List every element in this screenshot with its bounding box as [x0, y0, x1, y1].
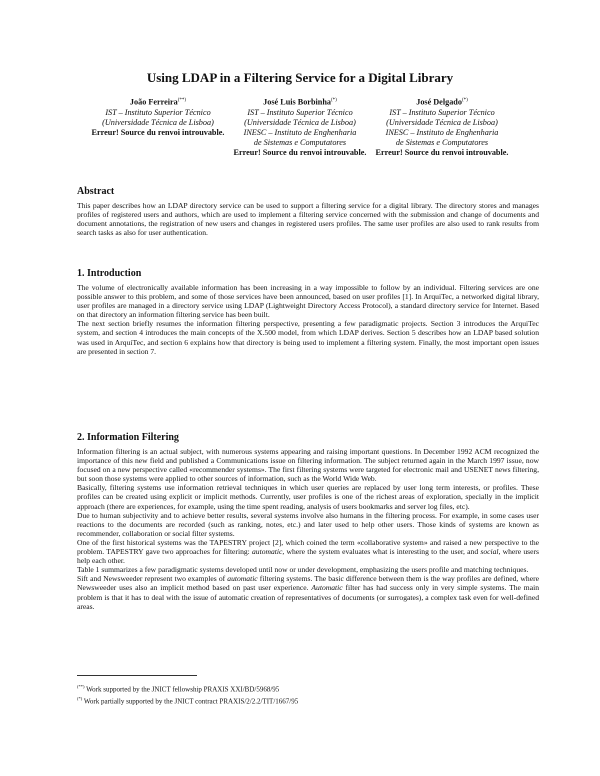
author-affiliation: de Sistemas e Computatores — [253, 137, 347, 147]
author-footnote-mark: (*) — [330, 98, 337, 103]
footnote-mark: (*) — [77, 696, 83, 701]
emphasis: automatic — [227, 574, 258, 584]
information-filtering-section — [77, 432, 539, 611]
introduction-heading: 1. Introduction — [77, 268, 142, 279]
author-reference-error: Erreur! Source du renvoi introuvable. — [91, 127, 225, 137]
emphasis: social — [480, 547, 499, 557]
paragraph: The next section briefly resumes the information filtering perspective, presenting a few paradigmatic projects. Section 3 introduces the ArquiTec system, and section 4 introduces the main concepts of the X.500 model, from which LDAP derives. Section 5 describes how an LDAP based solution was used in ArquiTec, and section 6 explains how that directory is being used to implement a filtering system. Finally, the most important open issues are presented in section 7. — [77, 319, 539, 356]
paragraph: Information filtering is an actual subject, with numerous systems appearing and raising important questions. In December 1992 ACM recognized the importance of this new field and published a Communications issue on filtering information. The subject returned again in the March 1997 issue, now focused on a new perspective called «recommender systems». The first filtering systems were targeted for electronic mail and USENET news filtering, but soon those systems were applied to other sources of information, such as the World Wide Web. — [77, 447, 539, 484]
author-affiliation: INESC – Instituto de Enghenharia — [385, 127, 499, 137]
abstract-section — [77, 186, 539, 237]
author-reference-error: Erreur! Source du renvoi introuvable. — [233, 147, 367, 157]
author-affiliation: (Universidade Técnica de Lisboa) — [386, 117, 498, 127]
author-footnote-mark: (*) — [461, 98, 468, 103]
author-name: José Luis Borbinha(*) — [263, 97, 337, 107]
footnote-divider — [77, 675, 197, 676]
emphasis: Automatic — [311, 583, 343, 593]
author-affiliation: INESC – Instituto de Enghenharia — [243, 127, 357, 137]
introduction-section — [77, 268, 539, 356]
author-block-ferreira — [83, 96, 233, 138]
author-affiliation: IST – Instituto Superior Técnico — [247, 107, 353, 117]
author-reference-error: Erreur! Source du renvoi introuvable. — [375, 147, 509, 157]
author-affiliation: IST – Instituto Superior Técnico — [389, 107, 495, 117]
paper-title: Using LDAP in a Filtering Service for a Digital Library — [146, 70, 454, 85]
author-affiliation: (Universidade Técnica de Lisboa) — [244, 117, 356, 127]
author-footnote-mark: (**) — [177, 98, 187, 103]
paragraph: Due to human subjectivity and to achieve better results, several systems involve also humans in the filtering process. For example, in some cases user reactions to the documents are recorded (such as ranking, notes, etc.) and later used to help other users. Those kinds of systems are known as recommender, collaboration or social filter systems. — [77, 510, 539, 538]
paragraph: Sift and Newsweeder represent two examples of automatic filtering systems. The basic difference between them is the way profiles are defined, where Newsweeder uses also an implicit method based on past user experience. Automatic filter has had success only in very simple systems. The main problem is that it has to deal with the issue of automatic creation of representatives of documents (or surrogates), a complex task even for well-defined areas. — [77, 574, 539, 611]
author-block-borbinha — [225, 96, 375, 158]
information-filtering-heading: 2. Information Filtering — [77, 432, 179, 443]
paragraph: One of the first historical systems was the TAPESTRY project [2], which coined the term «collaborative system» and raised a new perspective to the problem. TAPESTRY gave two approaches for filtering: automatic, where the system evaluates what is interesting to the user, and social, where users help each other. — [77, 537, 539, 566]
paragraph: Table 1 summarizes a few paradigmatic systems developed until now or under development, emphasizing the users profile and matching techniques. — [77, 565, 529, 575]
footnote-mark: (**) — [77, 684, 85, 689]
paragraph: Basically, filtering systems use information retrieval techniques in which user queries are replaced by user long term interests, or profiles. These profiles can be created using explicit or implicit methods. Currently, user profiles is one of the richest areas of exploration, specially in the implicit approach (there are experiences, for example, using the time spent reading, analysis of users bookmarks and server log files, etc). — [77, 483, 539, 511]
author-affiliation: IST – Instituto Superior Técnico — [105, 107, 211, 117]
abstract-text: This paper describes how an LDAP directory service can be used to support a filtering service for a digital library. The directory stores and manages profiles of registered users and authors, which are used to implement a filtering service concerned with the submission and change of documents and document annotations, the registration of new users and changes in registered users profiles. The same user profiles are also used to rank results from search tasks as also for user authentication. — [77, 201, 539, 238]
abstract-heading: Abstract — [77, 186, 115, 197]
footnote: (*) Work partially supported by the JNICT contract PRAXIS/2/2.2/TIT/1667/95 — [77, 696, 299, 706]
author-block-delgado — [367, 96, 517, 158]
paragraph: The volume of electronically available information has been increasing in a way impossible to follow by an individual. Filtering services are one possible answer to this problem, and some of those services have been announced, based on user profiles [1]. In ArquiTec, a networked digital library, user profiles are managed in a directory service using LDAP (Lightweight Directory Access Protocol), a standard directory service for Internet. Based on that directory an information filtering service has been built. — [77, 283, 539, 320]
author-affiliation: de Sistemas e Computatores — [395, 137, 489, 147]
author-affiliation: (Universidade Técnica de Lisboa) — [102, 117, 214, 127]
author-name: João Ferreira(**) — [129, 97, 187, 107]
emphasis: automatic — [252, 547, 283, 557]
author-name: José Delgado(*) — [416, 97, 468, 107]
footnote: (**) Work supported by the JNICT fellowship PRAXIS XXI/BD/5968/95 — [77, 684, 280, 694]
